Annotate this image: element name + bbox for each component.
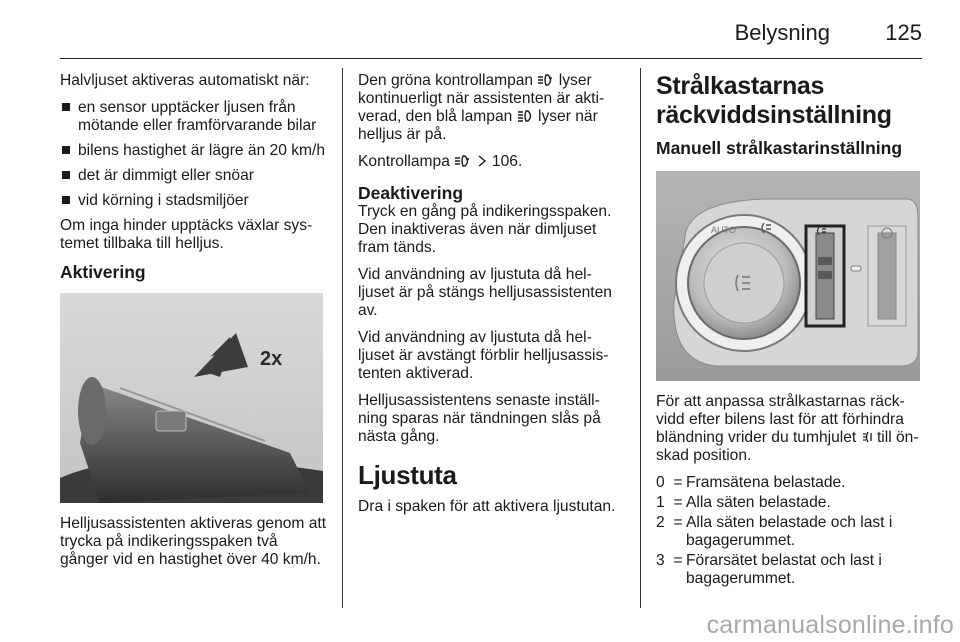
column-1 (60, 72, 328, 578)
column-2 (358, 72, 624, 525)
headlight-range-icon (861, 430, 873, 444)
heading-headlight-range: Strålkastarnas räckviddsinställning (656, 72, 892, 129)
list-item: 3 = Förarsätet belastat och last i bagagerummet. (656, 552, 882, 587)
list-item: bilens hastighet är lägre än 20 km/h (60, 142, 328, 160)
bullet-list (60, 99, 328, 210)
paragraph: Helljusassistentens senaste inställ-ning sparas när tändningen slås på nästa gång. (358, 392, 601, 445)
page-ref-arrow-icon[interactable] (476, 154, 488, 168)
heading-deaktivering: Deaktivering (358, 183, 464, 203)
paragraph: Den gröna kontrollampan lyser kontinuerligt när assistenten är akti-verad, den blå lampan lyser när helljus är på. (358, 72, 605, 143)
high-beam-assist-icon (537, 73, 554, 87)
bullet-square-icon (62, 146, 70, 154)
heading-ljustuta: Ljustuta (358, 460, 457, 490)
heading-aktivering: Aktivering (60, 262, 146, 282)
page-header (60, 0, 922, 59)
stalk-illustration (60, 293, 323, 503)
paragraph: Vid användning av ljustuta då hel-ljuset är avstängt förblir helljusassis-tenten aktiverad. (358, 329, 609, 382)
heading-manual-adjustment: Manuell strålkastarinställning (656, 138, 903, 158)
figure-label-auto: AUTO (711, 225, 736, 235)
column-3 (656, 72, 922, 590)
after-bullets-text: Om inga hinder upptäcks växlar sys-temet tillbaka till helljus. (60, 217, 313, 252)
page-number: 125 (885, 20, 922, 45)
list-item: 1 = Alla säten belastade. (656, 494, 831, 511)
list-item: 2 = Alla säten belastade och last i bagagerummet. (656, 514, 893, 549)
paragraph: Vid användning av ljustuta då hel-ljuset är på stängs helljusassistenten av. (358, 266, 612, 319)
list-item: det är dimmigt eller snöar (60, 167, 328, 185)
high-beam-icon (517, 109, 534, 123)
light-switch-panel-illustration (656, 171, 920, 381)
column-divider (640, 68, 641, 608)
paragraph: För att anpassa strålkastarnas räck-vidd efter bilens last för att förhindra bländning vrider du tumhjulet till ön-skad position. (656, 393, 919, 464)
list-item: vid körning i stadsmiljöer (60, 192, 328, 210)
paragraph: Dra i spaken för att aktivera ljustutan. (358, 498, 616, 515)
high-beam-assist-icon (454, 154, 471, 168)
paragraph: Tryck en gång på indikeringsspaken. Den inaktiveras även när dimljuset fram tänds. (358, 203, 612, 256)
list-item: en sensor upptäcker ljusen från mötande eller framförvarande bilar (60, 99, 328, 135)
intro-text: Halvljuset aktiveras automatiskt när: (60, 72, 310, 89)
figure-caption: Helljusassistenten aktiveras genom att trycka på indikeringsspaken två gånger vid en hastighet över 40 km/h. (60, 515, 327, 568)
section-title: Belysning (734, 20, 830, 45)
list-item: 0 = Framsätena belastade. (656, 474, 846, 491)
bullet-square-icon (62, 196, 70, 204)
load-position-list (656, 474, 922, 588)
watermark: carmanualsonline.info (706, 611, 954, 639)
column-divider (342, 68, 343, 608)
bullet-square-icon (62, 171, 70, 179)
bullet-square-icon (62, 103, 70, 111)
paragraph: Kontrollampa 106. (358, 153, 523, 170)
figure-label-2x: 2x (260, 348, 283, 370)
